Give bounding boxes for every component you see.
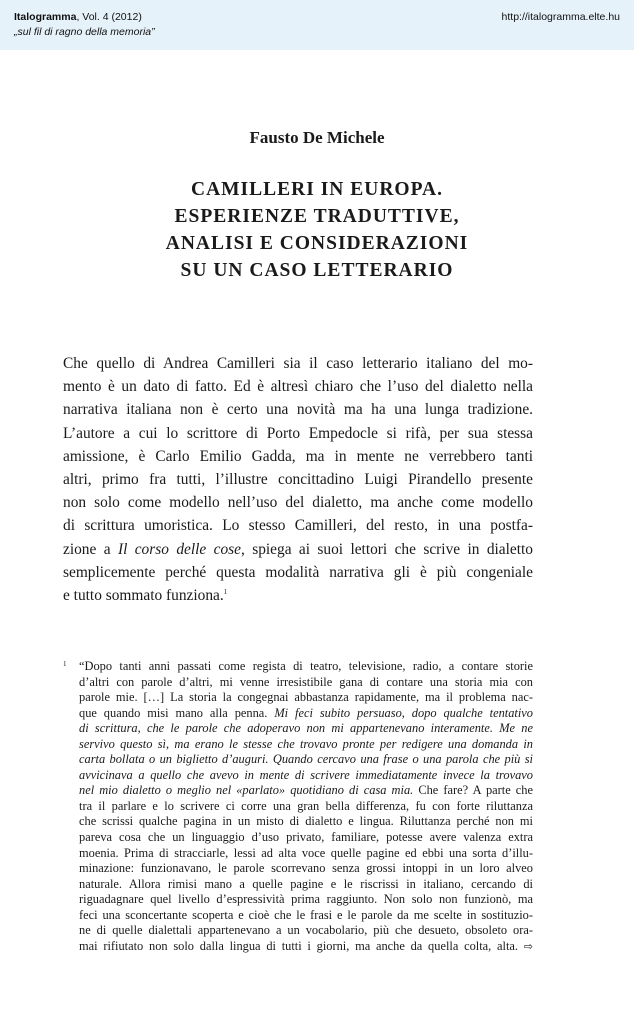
body-line: semplicemente perché questa modalità narrativa gli è più congeniale — [63, 563, 533, 581]
footnote-italic-run: Mi feci subito persuaso, dopo qualche tentativo — [274, 705, 533, 720]
footnote-line — [79, 721, 533, 737]
footnote-line: tra il parlare e lo scrivere ci corre una gran bella differenza, fu con forte riluttanza — [79, 798, 533, 813]
body-line: Che quello di Andrea Camilleri sia il caso letterario italiano del mo- — [63, 355, 533, 372]
journal-tagline: „sul fil di ragno della memoria” — [14, 26, 155, 38]
journal-volume: , Vol. 4 (2012) — [76, 11, 142, 23]
continue-arrow-icon: ⇨ — [523, 939, 533, 953]
footnote-line: minazione: funzionavano, le parole scorrevano senza grossi intoppi in un loro alveo — [79, 861, 533, 876]
body-line: non solo come modello nell’uso del dialetto, ma anche come modello — [63, 494, 533, 512]
footnote-line — [79, 737, 533, 753]
title-line: SU UN CASO LETTERARIO — [180, 260, 454, 281]
journal-header — [0, 0, 634, 50]
footnote-line: “Dopo tanti anni passati come regista di teatro, televisione, radio, a contare storie — [79, 659, 533, 673]
footnote-line: pareva cosa che un linguaggio d’uso privato, familiare, potesse avere valenza extra — [79, 830, 533, 845]
footnote-italic-run: di scrittura, che le parole che adoperavo non mi appartenevano interamente. Me ne — [79, 721, 533, 736]
body-line: amissione, è Carlo Emilio Gadda, ma in mente ne verrebbero tanti — [63, 447, 533, 465]
header-left — [14, 10, 155, 40]
article-author: Fausto De Michele — [249, 128, 385, 147]
body-text-run: , spiega ai suoi lettori che scrive in dialetto — [240, 540, 533, 558]
book-title: Il corso delle cose — [117, 540, 241, 558]
footnote-line: d’altri con parole d’altri, mi venne irresistibile gana di contare una storia mia con — [79, 674, 533, 689]
footnote — [63, 659, 533, 954]
body-line: narrativa italiana non è certo una novità ma ha una lunga tradizione. — [63, 401, 533, 419]
footnote-line: parole mie. […] La storia la congegnai abbastanza rapidamente, ma il problema nac- — [79, 690, 533, 705]
footnote-text-run: que quando misi mano alla penna. — [79, 705, 275, 720]
footnote-line — [79, 752, 533, 768]
footnote-reference[interactable]: 1 — [223, 587, 228, 596]
body-line: mento è un dato di fatto. Ed è altresì chiaro che l’uso del dialetto nella — [63, 378, 533, 396]
footnote-italic-run: servivo questo sì, ma erano le stesse che trovavo pronte per redigere una domanda in — [79, 736, 533, 751]
footnote-line: moenia. Prima di stracciarle, lessi ad alta voce quelle pagine ed ebbi una sorta d’illu- — [79, 845, 533, 860]
footnote-line — [79, 768, 533, 784]
footnote-text-run: Che fare? A parte che — [413, 783, 533, 798]
footnote-line — [79, 783, 533, 799]
footnote-italic-run: carta bollata o un biglietto d’auguri. Quando cercavo una frase o una parola che più si — [79, 752, 533, 767]
title-line: ANALISI E CONSIDERAZIONI — [165, 233, 469, 254]
footnote-line — [79, 706, 533, 722]
journal-name: Italogramma — [14, 11, 77, 23]
footnote-marker: 1 — [63, 660, 67, 668]
body-line: L’autore a cui lo scrittore di Porto Empedocle si rifà, per sua stessa — [63, 424, 533, 442]
body-line: di scrittura umoristica. Lo stesso Camilleri, del resto, in una postfa- — [63, 517, 533, 535]
article-title — [60, 176, 574, 284]
footnote-line: che scrissi qualche pagina in un misto di dialetto e lingua. Riluttanza perché non mi — [79, 814, 533, 829]
body-line — [63, 584, 533, 607]
body-line: altri, primo fra tutti, l’illustre concittadino Luigi Pirandello presente — [63, 471, 533, 489]
footnote-italic-run: avvicinava a quello che avevo in mente di scrivere immediatamente invece la trovavo — [79, 767, 533, 782]
footnote-line: naturale. Allora rimisi mano a quelle pagine e le riscrissi in italiano, cercando di — [79, 876, 533, 891]
body-paragraph — [63, 352, 533, 607]
title-line: CAMILLERI IN EUROPA. — [190, 179, 444, 200]
body-line — [63, 538, 533, 561]
body-text-run: e tutto sommato funziona. — [63, 587, 224, 605]
footnote-line: ne di quelle dialettali appartenevano a un vocabolario, più che desueto, obsoleto ora- — [79, 923, 533, 938]
footnote-line: riguadagnare quel livello d’espressività prima raggiunto. Non solo non funzionò, ma — [79, 892, 533, 907]
footnote-text-run: mai rifiutato non solo dalla lingua di tutti i giorni, ma anche da quella colta, alta. — [79, 938, 519, 953]
journal-url[interactable]: http://italogramma.elte.hu — [501, 11, 620, 23]
footnote-line — [79, 939, 533, 955]
footnote-italic-run: nel mio dialetto o meglio nel «parlato» quotidiano di casa mia. — [79, 783, 414, 798]
body-text-run: zione a — [63, 540, 118, 558]
title-line: ESPERIENZE TRADUTTIVE, — [174, 206, 460, 227]
footnote-body — [79, 659, 533, 954]
footnote-line: feci una sconcertante scoperta e cioè che le frasi e le parole da me scelte in sostituzio- — [79, 907, 533, 922]
